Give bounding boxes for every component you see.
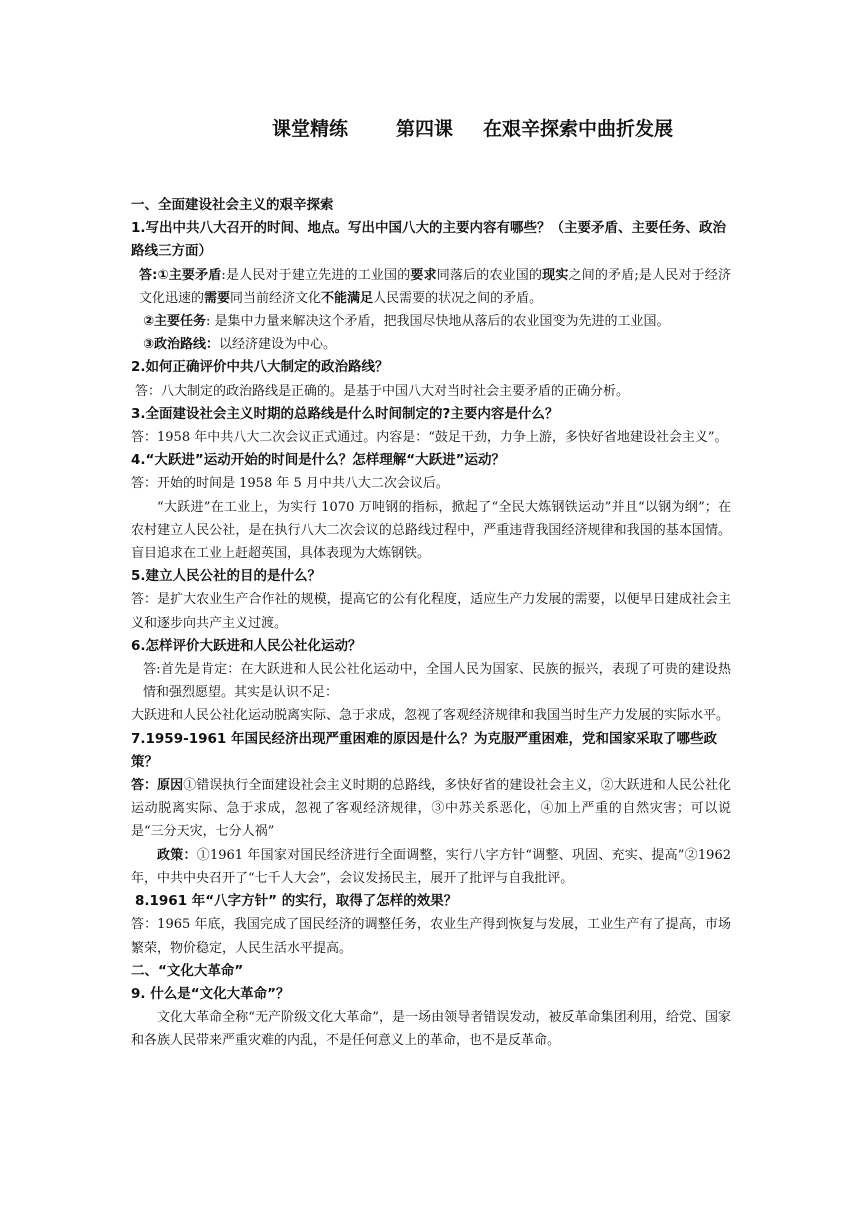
answer-label: ①主要矛盾: [157, 267, 222, 283]
question-3: 3.全面建设社会主义时期的总路线是什么时间制定的?主要内容是什么？: [131, 405, 559, 422]
question-9: 9. 什么是“文化大革命”？: [131, 985, 290, 1002]
question-8: 8.1961 年“八字方针” 的实行，取得了怎样的效果？: [135, 893, 458, 910]
title-part-1: 课堂精练: [272, 118, 349, 140]
question-1: 1.写出中共八大召开的时间、地点。写出中国八大的主要内容有哪些？（主要矛盾、主要任务、政治路线三方面）: [131, 220, 727, 260]
answer-text: 同落后的农业国的: [436, 267, 543, 283]
question-5: 5.建立人民公社的目的是什么？: [131, 568, 322, 585]
answer-9: 文化大革命全称“无产阶级文化大革命”，是一场由领导者错误发动，被反革命集团利用，给党、国家和各族人民带来严重灾难的内乱，不是任何意义上的革命，也不是反革命。: [131, 1010, 731, 1049]
answer-8: 答：1965 年底，我国完成了国民经济的调整任务，农业生产得到恢复与发展，工业生产有了提高，市场繁荣，物价稳定，人民生活水平提高。: [131, 917, 731, 956]
answer-emphasis: 现实: [542, 267, 569, 283]
section-heading-2: 二、“文化大革命”: [131, 962, 244, 979]
answer-emphasis: 要求: [410, 267, 437, 283]
question-4: 4.“大跃进”运动开始的时间是什么？怎样理解“大跃进”运动？: [131, 452, 506, 469]
answer-text: ①错误执行全面建设社会主义时期的总路线，多快好省的建设社会主义，②大跃进和人民公社化运动脱离实际、急于求成，忽视了客观经济规律，③中苏关系恶化，④加上严重的自然灾害；可以说是“三分天灾，七分人祸”: [131, 778, 731, 840]
answer-text: 以经济建设为中心。: [219, 337, 337, 353]
answer-6-part-1: 答:首先是肯定：在大跃进和人民公社化运动中，全国人民为国家、民族的振兴，表现了可贵的建设热情和强烈愿望。其实是认识不足：: [143, 662, 731, 701]
answer-4-start: 答：开始的时间是 1958 年 5 月中共八大二次会议后。: [131, 476, 449, 492]
answer-text: 之间的矛盾;是人民对于经济文化迅速的: [139, 267, 731, 306]
answer-3: 答：1958 年中共八大二次会议正式通过。内容是：“鼓足干劲，力争上游，多快好省地建设社会主义”。: [131, 430, 728, 446]
answer-text: : 是集中力量来解决这个矛盾，把我国尽快地从落后的农业国变为先进的工业国。: [206, 314, 670, 330]
answer-text: :是人民对于建立先进的工业国的: [221, 267, 411, 283]
answer-1-main-task: [131, 310, 731, 333]
answer-6-part-2: 大跃进和人民公社化运动脱离实际、急于求成，忽视了客观经济规律和我国当时生产力发展的实际水平。: [131, 708, 730, 724]
answer-label: ③政治路线：: [143, 337, 220, 353]
answer-4-detail: “大跃进”在工业上，为实行 1070 万吨钢的指标，掀起了“全民大炼钢铁运动”并且“以钢为纲”；在农村建立人民公社，是在执行八大二次会议的总路线过程中，严重违背我国经济规律和我国的基本国情。盲目追求在工业上赶超英国，具体表现为大炼钢铁。: [131, 499, 731, 562]
answer-label: 答：原因: [131, 778, 184, 794]
answer-text: 人民需要的状况之间的矛盾。: [373, 290, 543, 306]
answer-2: 答：八大制定的政治路线是正确的。是基于中国八大对当时社会主要矛盾的正确分析。: [135, 383, 630, 399]
title-part-2: 第四课: [396, 118, 454, 140]
answer-5: 答：是扩大农业生产合作社的规模，提高它的公有化程度，适应生产力发展的需要，以便早日建成社会主义和逐步向共产主义过渡。: [131, 592, 731, 631]
answer-7-causes: [131, 774, 731, 844]
document-body: [131, 194, 731, 1053]
answer-label: 政策：: [157, 847, 197, 863]
page-title: [272, 114, 732, 141]
answer-1-political-line: [131, 333, 731, 356]
question-6: 6.怎样评价大跃进和人民公社化运动？: [131, 637, 362, 654]
answer-1-main-contradiction: [131, 264, 731, 310]
answer-label: ②主要任务: [143, 314, 207, 330]
answer-emphasis: 需要: [204, 290, 231, 306]
title-part-3: 在艰辛探索中曲折发展: [483, 118, 674, 140]
question-7: 7.1959-1961 年国民经济出现严重困难的原因是什么？为克服严重困难，党和国家采取了哪些政策？: [131, 730, 717, 770]
question-2: 2.如何正确评价中共八大制定的政治路线？: [131, 359, 389, 376]
answer-7-policies: [131, 844, 731, 890]
answer-text: 同当前经济文化: [230, 290, 322, 306]
answer-emphasis: 不能满足: [321, 290, 374, 306]
answer-text: ①1961 年国家对国民经济进行全面调整，实行八字方针“调整、巩固、充实、提高”②1962 年，中共中央召开了“七千人大会”，会议发扬民主，展开了批评与自我批评。: [131, 847, 731, 886]
answer-prefix: 答:: [139, 267, 158, 283]
section-heading-1: 一、全面建设社会主义的艰辛探索: [131, 197, 334, 213]
